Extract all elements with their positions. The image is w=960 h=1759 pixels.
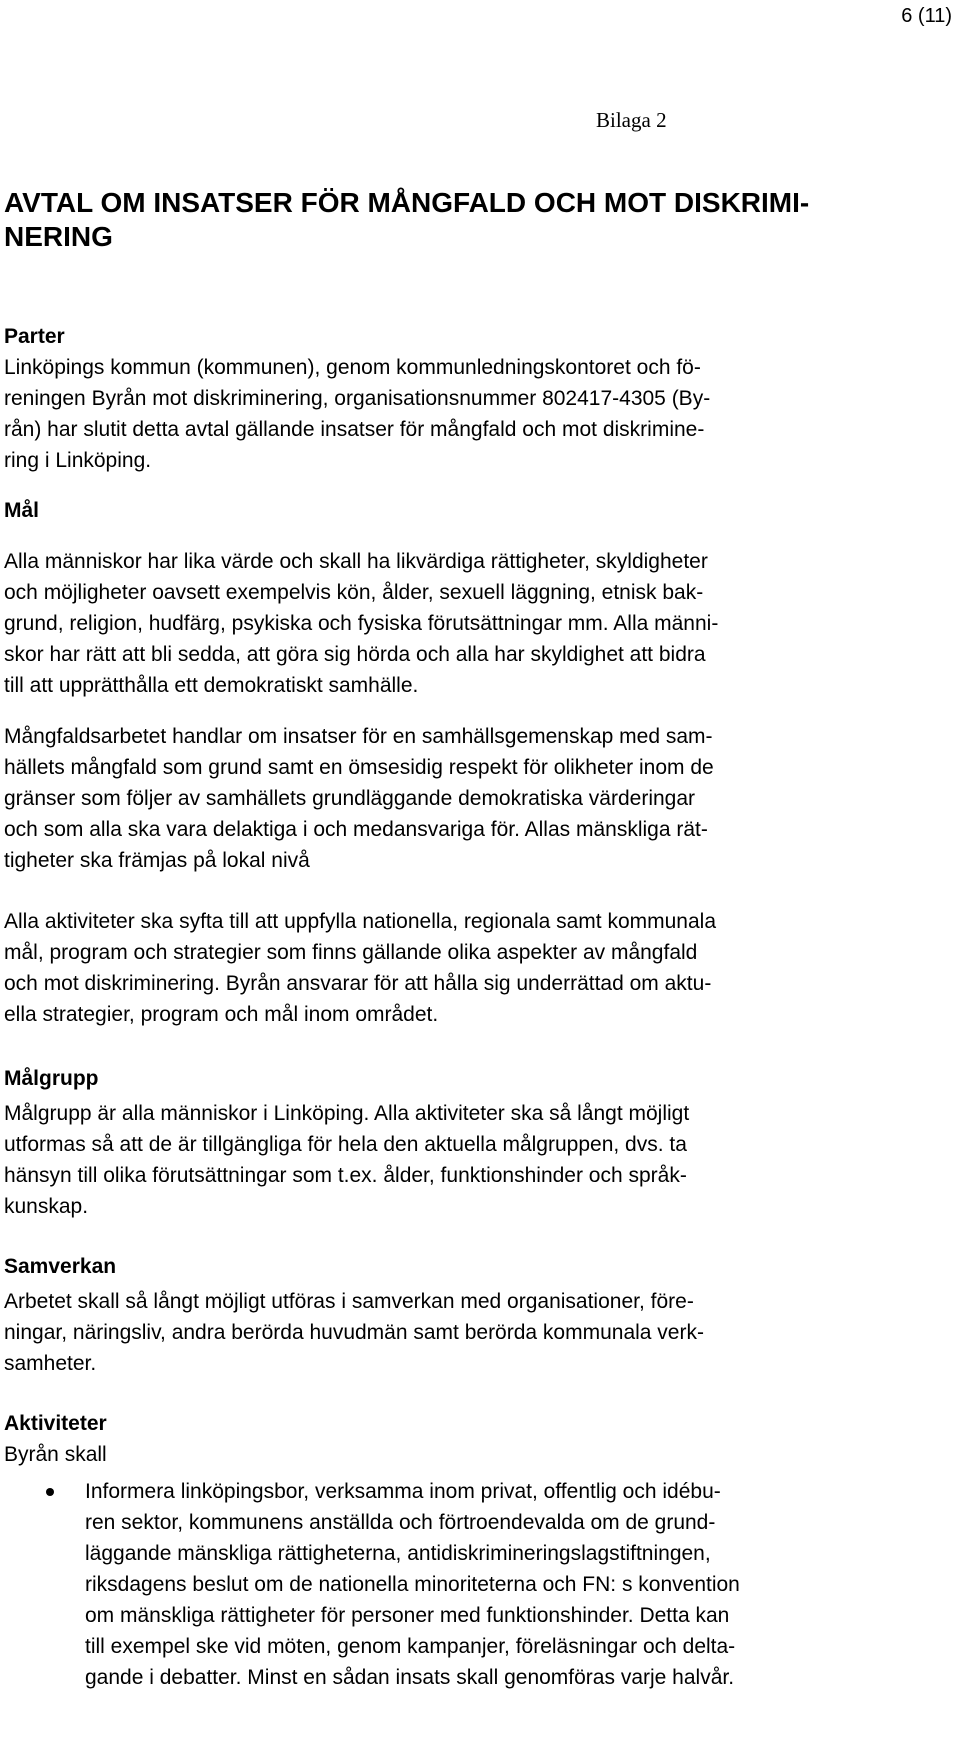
bullet-icon: [46, 1488, 54, 1496]
text-line: utformas så att de är tillgängliga för hela den aktuella målgruppen, dvs. ta: [4, 1133, 687, 1156]
section-heading-mal: Mål: [4, 499, 40, 522]
aktiviteter-intro: Byrån skall: [4, 1443, 107, 1466]
text-line: Målgrupp är alla människor i Linköping. Alla aktiviteter ska så långt möjligt: [4, 1102, 690, 1125]
text-line: hänsyn till olika förutsättningar som t.ex. ålder, funktionshinder och språk-: [4, 1164, 687, 1187]
text-line: och möjligheter oavsett exempelvis kön, ålder, sexuell läggning, etnisk bak-: [4, 581, 704, 604]
text-line: och mot diskriminering. Byrån ansvarar för att hålla sig underrättad om aktu-: [4, 972, 712, 995]
text-line: till exempel ske vid möten, genom kampanjer, föreläsningar och delta-: [85, 1635, 736, 1658]
paragraph-malgrupp: [4, 1098, 950, 1222]
document-body: [4, 186, 950, 1693]
text-line: skor har rätt att bli sedda, att göra sig hörda och alla har skyldighet att bidra: [4, 643, 706, 666]
text-line: tigheter ska främjas på lokal nivå: [4, 849, 310, 872]
text-line: Alla aktiviteter ska syfta till att uppfylla nationella, regionala samt kommunala: [4, 910, 717, 933]
text-line: ella strategier, program och mål inom området.: [4, 1003, 439, 1026]
text-line: ningar, näringsliv, andra berörda huvudmän samt berörda kommunala verk-: [4, 1321, 704, 1344]
text-line: Alla människor har lika värde och skall ha likvärdiga rättigheter, skyldigheter: [4, 550, 708, 573]
section-heading-parter: Parter: [4, 325, 65, 348]
text-line: mål, program och strategier som finns gällande olika aspekter av mångfald: [4, 941, 698, 964]
text-line: ring i Linköping.: [4, 449, 152, 472]
text-line: gränser som följer av samhällets grundläggande demokratiska värderingar: [4, 787, 696, 810]
document-title-line: AVTAL OM INSATSER FÖR MÅNGFALD OCH MOT DISKRIMI-: [4, 187, 810, 218]
paragraph-mal-1: [4, 546, 950, 701]
text-line: läggande mänskliga rättigheterna, antidiskrimineringslagstiftningen,: [85, 1542, 711, 1565]
list-item: [4, 1476, 950, 1693]
paragraph-parter: [4, 352, 950, 476]
text-line: hällets mångfald som grund samt en ömsesidig respekt för olikheter inom de: [4, 756, 714, 779]
paragraph-mal-3: [4, 906, 950, 1030]
text-line: reningen Byrån mot diskriminering, organisationsnummer 802417-4305 (By-: [4, 387, 711, 410]
text-line: ren sektor, kommunens anställda och förtroendevalda om de grund-: [85, 1511, 716, 1534]
aktiviteter-list: [4, 1476, 950, 1693]
text-line: Arbetet skall så långt möjligt utföras i samverkan med organisationer, före-: [4, 1290, 694, 1313]
paragraph-samverkan: [4, 1286, 950, 1379]
text-line: rån) har slutit detta avtal gällande insatser för mångfald och mot diskrimine-: [4, 418, 705, 441]
document-title-line: NERING: [4, 221, 113, 252]
text-line: och som alla ska vara delaktiga i och medansvariga för. Allas mänskliga rät-: [4, 818, 708, 841]
text-line: gande i debatter. Minst en sådan insats skall genomföras varje halvår.: [85, 1666, 735, 1689]
page-number: 6 (11): [901, 5, 952, 27]
text-line: grund, religion, hudfärg, psykiska och fysiska förutsättningar mm. Alla männi-: [4, 612, 719, 635]
section-heading-aktiviteter: Aktiviteter: [4, 1412, 107, 1435]
text-line: Informera linköpingsbor, verksamma inom privat, offentlig och idébu-: [85, 1480, 721, 1503]
text-line: om mänskliga rättigheter för personer med funktionshinder. Detta kan: [85, 1604, 730, 1627]
text-line: riksdagens beslut om de nationella minoriteterna och FN: s konvention: [85, 1573, 740, 1596]
text-line: Mångfaldsarbetet handlar om insatser för en samhällsgemenskap med sam-: [4, 725, 713, 748]
section-heading-samverkan: Samverkan: [4, 1255, 117, 1278]
section-heading-malgrupp: Målgrupp: [4, 1067, 99, 1090]
text-line: kunskap.: [4, 1195, 89, 1218]
appendix-label: Bilaga 2: [596, 108, 667, 132]
text-line: till att upprätthålla ett demokratiskt samhälle.: [4, 674, 419, 697]
document-title: [4, 186, 950, 254]
paragraph-mal-2: [4, 721, 950, 876]
text-line: Linköpings kommun (kommunen), genom kommunledningskontoret och fö-: [4, 356, 701, 379]
text-line: samheter.: [4, 1352, 97, 1375]
